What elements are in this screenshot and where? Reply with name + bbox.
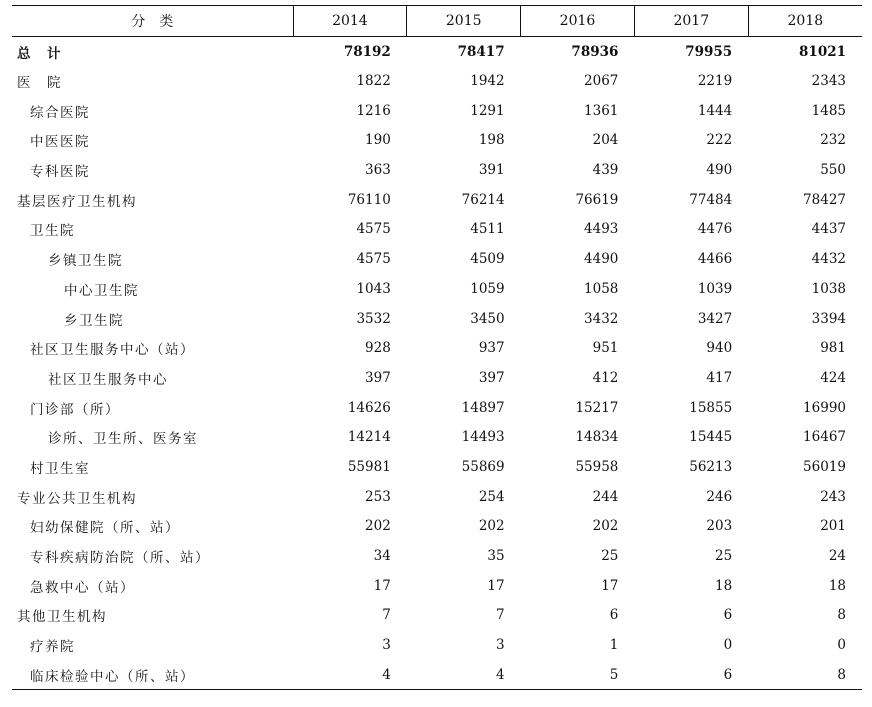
cell-value: 79955 [685,43,733,60]
table-row [12,660,862,690]
table-row [12,363,862,393]
cell-value: 439 [592,162,619,179]
row-category-label: 中医医院 [30,134,90,151]
cell-value: 14834 [575,429,619,446]
cell-value: 391 [478,162,505,179]
cell-value: 16990 [803,399,846,416]
cell-value: 397 [478,369,505,386]
cell-value: 14493 [461,429,505,446]
cell-value: 76619 [575,191,619,208]
row-category-label: 中心卫生院 [64,282,139,299]
cell-value: 4432 [811,251,846,268]
row-category-label: 疗养院 [30,639,75,656]
cell-value: 55869 [461,458,505,475]
cell-value: 1291 [470,102,505,119]
row-category-label: 急救中心（站） [30,579,135,596]
row-category-label: 医 院 [17,75,62,92]
cell-value: 4466 [697,251,733,268]
cell-value: 14897 [461,399,505,416]
cell-value: 1058 [584,280,619,297]
cell-value: 1 [609,637,619,654]
cell-value: 204 [592,132,619,149]
row-category-label: 综合医院 [30,104,90,121]
cell-value: 17 [373,577,391,594]
cell-value: 18 [715,577,733,594]
row-category-label: 妇幼保健院（所、站） [30,520,180,537]
cell-value: 246 [706,488,733,505]
cell-value: 4 [293,660,407,690]
header-year: 2015 [407,6,521,37]
cell-value: 937 [478,340,505,357]
table-row [12,482,862,512]
cell-value: 56213 [689,458,733,475]
cell-value: 0 [723,637,733,654]
cell-value: 198 [478,132,505,149]
cell-value: 4476 [697,221,733,238]
row-category-label: 乡镇卫生院 [48,253,123,270]
cell-value: 202 [592,518,619,535]
cell-value: 1038 [811,280,846,297]
cell-value: 56019 [803,458,846,475]
cell-value: 490 [706,162,733,179]
statistics-table-container [12,5,862,690]
table-row [12,96,862,126]
cell-value: 424 [820,369,846,386]
cell-value: 254 [478,488,505,505]
table-header [12,6,862,37]
cell-value: 8 [748,660,862,690]
cell-value: 78192 [343,43,391,60]
cell-value: 6 [723,607,733,624]
row-category-label: 门诊部（所） [30,401,120,418]
cell-value: 928 [365,340,391,357]
cell-value: 397 [365,369,391,386]
cell-value: 78417 [457,43,505,60]
header-year: 2014 [293,6,407,37]
cell-value: 1059 [470,280,505,297]
row-category-label: 卫生院 [30,223,75,240]
cell-value: 14626 [347,399,391,416]
table-row [12,630,862,660]
cell-value: 81021 [799,43,846,60]
cell-value: 18 [828,577,846,594]
cell-value: 5 [521,660,635,690]
cell-value: 412 [592,369,619,386]
cell-value: 17 [487,577,505,594]
cell-value: 2343 [811,73,846,90]
cell-value: 24 [828,548,846,565]
cell-value: 202 [478,518,505,535]
cell-value: 4511 [470,221,505,238]
cell-value: 1361 [584,102,619,119]
row-category-label: 乡卫生院 [64,312,124,329]
cell-value: 3450 [470,310,505,327]
row-category-label: 总 计 [17,45,62,62]
cell-value: 25 [601,548,619,565]
cell-value: 15217 [575,399,619,416]
cell-value: 3532 [356,310,391,327]
cell-value: 35 [487,548,505,565]
cell-value: 17 [601,577,619,594]
cell-value: 6 [634,660,748,690]
cell-value: 3394 [811,310,846,327]
row-category-label: 基层医疗卫生机构 [17,193,137,210]
cell-value: 1216 [356,102,391,119]
cell-value: 76110 [347,191,391,208]
table-row [12,512,862,542]
cell-value: 78936 [571,43,619,60]
cell-value: 1485 [811,102,846,119]
cell-value: 7 [496,607,505,624]
row-category-label: 诊所、卫生所、医务室 [48,431,198,448]
row-category-label: 社区卫生服务中心（站） [30,342,195,359]
cell-value: 55981 [347,458,391,475]
table-row [12,571,862,601]
cell-value: 940 [706,340,733,357]
header-category: 分 类 [12,6,293,37]
cell-value: 3432 [584,310,619,327]
cell-value: 244 [592,488,619,505]
health-institutions-table [12,5,862,690]
cell-value: 4509 [470,251,505,268]
table-row [12,601,862,631]
cell-value: 77484 [689,191,733,208]
cell-value: 4575 [356,221,391,238]
table-row [12,66,862,96]
table-row [12,244,862,274]
cell-value: 4 [407,660,521,690]
cell-value: 4437 [811,221,846,238]
table-row [12,452,862,482]
table-row [12,155,862,185]
table-row [12,541,862,571]
cell-value: 417 [706,369,733,386]
cell-value: 190 [365,132,391,149]
header-year: 2018 [748,6,862,37]
row-category-label: 专业公共卫生机构 [17,490,137,507]
cell-value: 222 [706,132,733,149]
cell-value: 243 [820,488,846,505]
cell-value: 232 [820,132,846,149]
cell-value: 4575 [356,251,391,268]
table-row [12,422,862,452]
cell-value: 16467 [803,429,846,446]
cell-value: 2067 [584,73,619,90]
cell-value: 6 [609,607,619,624]
cell-value: 34 [373,548,391,565]
row-category-label: 专科疾病防治院（所、站） [30,550,210,567]
row-category-label: 社区卫生服务中心 [48,371,168,388]
cell-value: 981 [820,340,846,357]
cell-value: 7 [382,607,391,624]
cell-value: 951 [592,340,619,357]
cell-value: 25 [715,548,733,565]
cell-value: 1822 [356,73,391,90]
row-category-label: 村卫生室 [30,460,90,477]
table-body [12,37,862,690]
cell-value: 76214 [461,191,505,208]
cell-value: 202 [365,518,391,535]
row-category-label: 其他卫生机构 [17,609,107,626]
cell-value: 2219 [697,73,733,90]
cell-value: 15445 [689,429,733,446]
cell-value: 363 [365,162,391,179]
cell-value: 201 [820,518,846,535]
cell-value: 0 [837,637,846,654]
cell-value: 4493 [584,221,619,238]
table-row [12,126,862,156]
cell-value: 203 [706,518,733,535]
header-year: 2017 [634,6,748,37]
cell-value: 14214 [347,429,391,446]
table-row [12,333,862,363]
row-category-label: 专科医院 [30,164,90,181]
cell-value: 4490 [584,251,619,268]
table-row [12,304,862,334]
cell-value: 1942 [470,73,505,90]
header-year: 2016 [521,6,635,37]
table-row [12,185,862,215]
cell-value: 1043 [356,280,391,297]
cell-value: 8 [837,607,846,624]
cell-value: 3 [496,637,505,654]
table-row [12,393,862,423]
cell-value: 1039 [697,280,733,297]
table-row [12,274,862,304]
cell-value: 3427 [697,310,733,327]
cell-value: 1444 [697,102,733,119]
cell-value: 550 [820,162,846,179]
cell-value: 55958 [575,458,619,475]
header-row [12,6,862,37]
cell-value: 15855 [689,399,733,416]
table-row [12,215,862,245]
cell-value: 253 [365,488,391,505]
row-category-label: 临床检验中心（所、站） [12,660,293,690]
table-row [12,37,862,67]
cell-value: 3 [382,637,391,654]
cell-value: 78427 [803,191,846,208]
